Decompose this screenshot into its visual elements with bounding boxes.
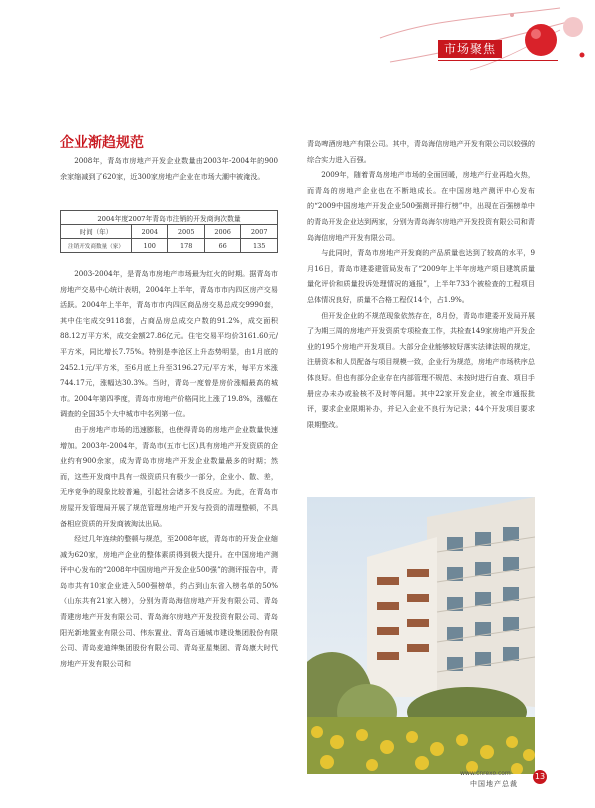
- article-title: 企业渐趋规范: [60, 135, 144, 151]
- header-decoration: [0, 0, 595, 118]
- paragraph: 2008年，青岛市房地产开发企业数量由2003年-2004年的900余家缩减到了620家，近300家房地产企业在市场大潮中被淹没。: [60, 156, 278, 181]
- paragraph: 由于房地产市场的迅速膨胀，也使得青岛的房地产企业数量快速增加。2003年-2004年，青岛市(五市七区)具有房地产开发资质的企业约有900余家，成为青岛市房地产开发企业数量最多的时期；然而，这些开发商中具有一级资质只有极少一部分，企业小、散、差，无序竞争的现象比较普遍，引起社会诸多不良反应。为此，在青岛市房屋开发管理局开展了规范管理房地产开发与投资的清理整顿，不具备相应资质的开发商被淘汰出局。: [60, 424, 278, 528]
- paragraph: 2003-2004年，是青岛市房地产市场最为红火的时期。据青岛市房地产交易中心统计表明，2004年上半年，青岛市市内四区房产交易活跃。2004年上半年，青岛市市内四区商品房交易总成交9990套，其中住宅成交9118套，占商品房总成交户数的91.2%，成交面积88.12万平方米，成交金额27.86亿元。住宅交易平均价3161.60元/平方米，同比增长7.75%。特别是李沧区上升态势明显，由1月底的2452.1元/平方米，至6月底上升至3196.27元/平方米，每平方米涨744.17元，涨幅达30.3%。当时，青岛一度曾是房价涨幅最高的城市。2004年第四季度，青岛市房地产价格同比上涨了19.8%，涨幅在调查的全国35个大中城市中名列第一位。: [60, 269, 278, 419]
- section-rule: [438, 60, 558, 61]
- paragraph: 青岛啤酒房地产有限公司。其中，青岛海信房地产开发有限公司以较强的综合实力进入百强。: [307, 139, 535, 164]
- table-row-label: 注销开发商数量（家）: [61, 239, 132, 253]
- page-number: 13: [533, 770, 547, 784]
- footer-magazine-name: 中国地产总裁: [470, 780, 518, 788]
- decor-circle: [563, 17, 583, 37]
- table-year: 2005: [168, 225, 204, 239]
- table-year: 2007: [241, 225, 278, 239]
- left-column-top: [60, 153, 278, 184]
- developer-table: [60, 210, 278, 253]
- paragraph: 经过几年连续的整顿与规范，至2008年底，青岛市的开发企业缩减为620家，房地产企业的整体素质得到极大提升。在中国房地产测评中心发布的“2008年中国房地产开发企业500强”的测评报告中，青岛市共有10家企业进入500强榜单，约占到山东省入榜名单的50%（山东共有21家入榜），分别为青岛海信房地产开发有限公司、青岛青建房地产开发有限公司、青岛海尔房地产开发投资有限公司、青岛阳光新地置业有限公司、伟东置业、青岛百通城市建设集团股份有限公司、青岛麦迪绅集团股份有限公司、青岛亚星集团、青岛康大时代房地产开发有限公司和: [60, 534, 278, 668]
- table-cell: 135: [241, 239, 278, 253]
- paragraph: 2009年，随着青岛房地产市场的全面回暖，房地产行业再趋火热，而青岛的房地产企业也在不断地成长。在中国房地产测评中心发布的“2009中国房地产开发企业500强测评排行榜”中，出现在百强榜单中的青岛开发企业达到两家，分别为青岛海尔房地产开发投资有限公司和青岛海信房地产开发有限公司。: [307, 170, 535, 242]
- building-photo: [307, 497, 535, 774]
- right-column: [307, 136, 535, 432]
- table-year: 2006: [204, 225, 240, 239]
- footer-url: www.cnrexo.com: [460, 770, 511, 777]
- page-header: [0, 0, 595, 118]
- section-tag: 市场聚焦: [438, 40, 502, 58]
- table-cell: 66: [204, 239, 240, 253]
- paragraph: 但开发企业的不规范现象依然存在，8月份，青岛市建委开发局开展了为期三周的房地产开发资质专项检查工作，共检查149家房地产开发企业的195个房地产开发项目。大部分企业能够较好落实法律法规的规定，注册资本和人员配备与项目规模一致，企业行为规范，房地产市场秩序总体良好。但也有部分企业存在内部管理不规范、未按时进行自查、项目手册应办未办或验核不及时等问题。其中22家开发企业，被全市通报批评，要求企业限期补办，并记入企业不良行为记录；44个开发项目要求限期整改。: [307, 310, 535, 429]
- paragraph: 与此同时，青岛市房地产开发商的产品质量也达到了较高的水平，9月16日，青岛市建委建管局发布了“2009年上半年房地产项目建筑质量量化评价和质量投诉处理情况的通报”，上半年733个被检查的工程项目总体情况良好，质量不合格工程仅14个，占1.9%。: [307, 248, 535, 304]
- decor-circle-large: [525, 24, 557, 56]
- table-caption: 2004年度2007年青岛市注销的开发商询次数量: [61, 211, 278, 225]
- table-year: 2004: [132, 225, 168, 239]
- table-header-label: 时间（年）: [61, 225, 132, 239]
- table-cell: 178: [168, 239, 204, 253]
- table-cell: 100: [132, 239, 168, 253]
- left-column-body: [60, 266, 278, 671]
